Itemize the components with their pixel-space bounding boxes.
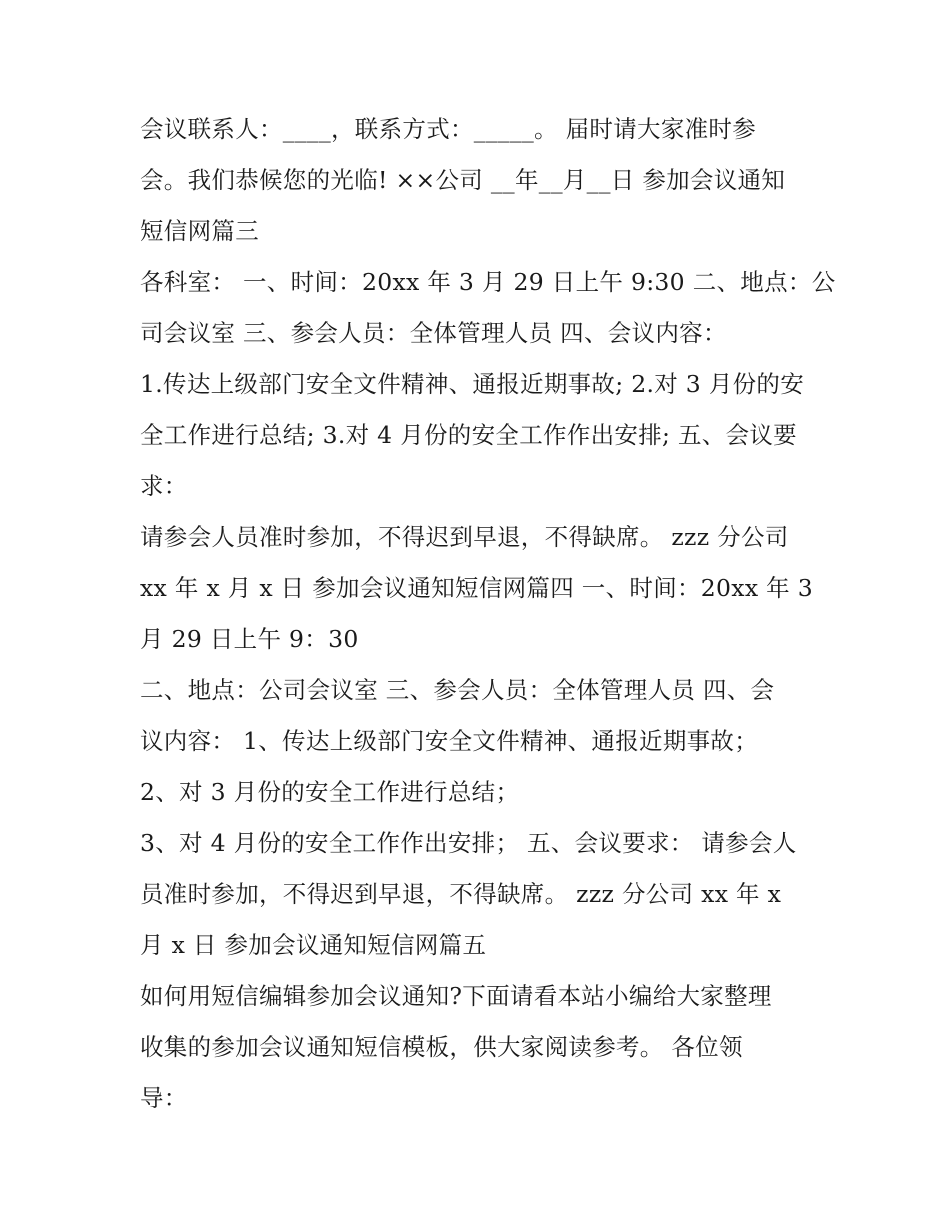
text-line: 2、对 3 月份的安全工作进行总结；	[140, 778, 520, 806]
text-line: 月 29 日上午 9：30	[140, 625, 359, 653]
text-line: 导：	[140, 1084, 188, 1112]
text-line: 会。我们恭候您的光临! ××公司 __年__月__日 参加会议通知	[140, 166, 786, 194]
text-line: 全工作进行总结; 3.对 4 月份的安全工作作出安排; 五、会议要	[140, 421, 797, 449]
text-line: 会议联系人：____，联系方式：_____。 届时请大家准时参	[140, 115, 757, 143]
text-line: 员准时参加，不得迟到早退，不得缺席。 zzz 分公司 xx 年 x	[140, 880, 782, 908]
text-line: 请参会人员准时参加，不得迟到早退，不得缺席。 zzz 分公司	[140, 523, 789, 551]
text-line: 如何用短信编辑参加会议通知?下面请看本站小编给大家整理	[140, 982, 772, 1010]
text-line: xx 年 x 月 x 日 参加会议通知短信网篇四 一、时间：20xx 年 3	[140, 574, 814, 602]
text-line: 月 x 日 参加会议通知短信网篇五	[140, 931, 487, 959]
text-line: 收集的参加会议通知短信模板，供大家阅读参考。 各位领	[140, 1033, 743, 1061]
text-line: 二、地点：公司会议室 三、参会人员：全体管理人员 四、会	[140, 676, 775, 704]
text-line: 议内容： 1、传达上级部门安全文件精神、通报近期事故；	[140, 727, 759, 755]
document-body	[140, 104, 836, 1124]
text-line: 求：	[140, 472, 188, 500]
text-line: 短信网篇三	[140, 217, 259, 245]
text-line: 3、对 4 月份的安全工作作出安排； 五、会议要求： 请参会人	[140, 829, 797, 857]
text-line: 司会议室 三、参会人员：全体管理人员 四、会议内容：	[140, 319, 727, 347]
text-line: 各科室： 一、时间：20xx 年 3 月 29 日上午 9:30 二、地点：公	[140, 268, 836, 296]
text-line: 1.传达上级部门安全文件精神、通报近期事故; 2.对 3 月份的安	[140, 370, 805, 398]
